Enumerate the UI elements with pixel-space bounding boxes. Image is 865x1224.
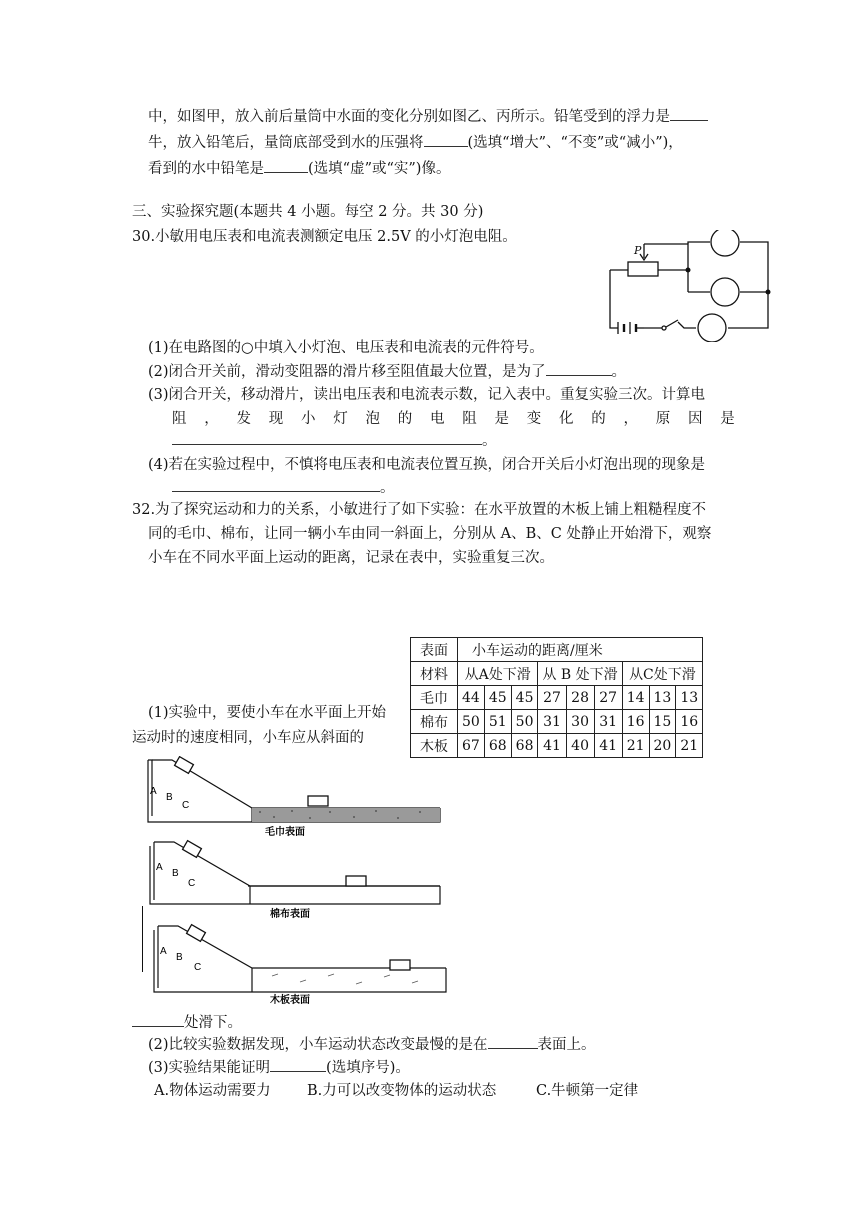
point-label: C xyxy=(182,800,190,811)
table-cell: 27 xyxy=(594,686,622,710)
table-cell: 40 xyxy=(566,734,594,758)
ramp-figure-cotton xyxy=(140,838,450,920)
table-cell: 21 xyxy=(622,734,649,758)
table-header: 材料 xyxy=(411,662,458,686)
q29-line-2: 牛，放入铅笔后，量筒底部受到水的压强将 (选填“增大”、“不变”或“减小”)， xyxy=(148,131,683,152)
q30-part-4-line-1: (4)若在实验过程中，不慎将电压表和电流表位置互换，闭合开关后小灯泡出现的现象是 xyxy=(148,457,706,473)
option-b: B.力可以改变物体的运动状态 xyxy=(307,1083,497,1099)
q29-line-1: 中，如图甲，放入前后量筒中水面的变化分别如图乙、丙所示。铅笔受到的浮力是 xyxy=(148,105,708,126)
row-label: 毛巾 xyxy=(411,686,458,710)
justified-char: ， xyxy=(204,411,219,427)
q32-part-3: (3)实验结果能证明 (选填序号)。 xyxy=(148,1056,410,1077)
justified-char: 化 xyxy=(559,411,574,427)
table-cell: 20 xyxy=(649,734,676,758)
cart-icon xyxy=(175,757,194,774)
circuit-diagram xyxy=(600,230,780,342)
q30-part-4-line-2: 。 xyxy=(172,476,395,497)
ramp-figure-towel xyxy=(140,756,450,838)
table-cell: 16 xyxy=(676,710,703,734)
justified-char: 灯 xyxy=(333,411,348,427)
justified-char: 阻 xyxy=(462,411,477,427)
justified-char: 的 xyxy=(591,411,606,427)
justified-char: 因 xyxy=(688,411,703,427)
answer-blank[interactable] xyxy=(132,1012,184,1027)
table-cell: 31 xyxy=(594,710,622,734)
circuit-label-p: P xyxy=(634,244,642,257)
point-label: B xyxy=(166,792,173,803)
table-cell: 50 xyxy=(511,710,538,734)
table-cell: 50 xyxy=(458,710,485,734)
row-label: 棉布 xyxy=(411,710,458,734)
figure-caption: 木板表面 xyxy=(270,995,310,1006)
justified-char: 的 xyxy=(397,411,413,427)
q32-part-2: (2)比较实验数据发现，小车运动状态改变最慢的是在 表面上。 xyxy=(148,1033,596,1054)
q32-stem-1: 32.为了探究运动和力的关系，小敏进行了如下实验：在水平放置的木板上铺上粗糙程度不 xyxy=(132,502,707,518)
q32-part-1-line-3: 处滑下。 xyxy=(132,1011,242,1032)
cart-icon xyxy=(346,876,366,886)
justified-char: 现 xyxy=(268,411,284,427)
answer-blank[interactable] xyxy=(670,106,708,121)
table-cell: 30 xyxy=(566,710,594,734)
option-a: A.物体运动需要力 xyxy=(154,1083,271,1099)
q30-part-1: (1)在电路图的○中填入小灯泡、电压表和电流表的元件符号。 xyxy=(148,340,544,356)
q30-part-3-line-3: 。 xyxy=(172,429,497,450)
justified-char: 变 xyxy=(526,411,542,427)
table-cell: 16 xyxy=(622,710,649,734)
point-label: C xyxy=(188,878,196,889)
table-cell: 28 xyxy=(566,686,594,710)
table-cell: 13 xyxy=(676,686,703,710)
table-header: 从C处下滑 xyxy=(622,662,702,686)
justified-char: 发 xyxy=(236,411,251,427)
table-cell: 51 xyxy=(484,710,511,734)
q30-part-2: (2)闭合开关前，滑动变阻器的滑片移至阻值最大位置，是为了 。 xyxy=(148,360,626,381)
cart-icon xyxy=(187,925,206,942)
point-label: A xyxy=(160,946,167,957)
answer-blank[interactable] xyxy=(264,158,308,173)
table-cell: 41 xyxy=(594,734,622,758)
q32-stem-3: 小车在不同水平面上运动的距离，记录在表中，实验重复三次。 xyxy=(148,550,554,566)
table-cell: 13 xyxy=(649,686,676,710)
justified-char: 原 xyxy=(655,411,671,427)
section-title: 三、实验探究题(本题共 4 小题。每空 2 分。共 30 分) xyxy=(132,204,484,220)
cart-icon xyxy=(308,796,328,806)
table-cell: 31 xyxy=(538,710,566,734)
justified-char: 小 xyxy=(301,411,316,427)
q29-line-3: 看到的水中铅笔是 (选填“虚”或“实”)像。 xyxy=(148,157,450,178)
row-label: 木板 xyxy=(411,734,458,758)
table-cell: 68 xyxy=(484,734,511,758)
q30-stem: 30.小敏用电压表和电流表测额定电压 2.5V 的小灯泡电阻。 xyxy=(132,229,517,245)
answer-blank[interactable] xyxy=(488,1034,538,1049)
distance-table xyxy=(410,637,703,758)
point-label: A xyxy=(150,786,157,797)
answer-blank[interactable] xyxy=(546,361,612,376)
point-label: C xyxy=(194,962,202,973)
justified-char: 阻 xyxy=(172,411,187,427)
justified-char: 泡 xyxy=(365,411,380,427)
point-label: B xyxy=(172,868,179,879)
table-header: 表面 xyxy=(411,638,458,662)
table-cell: 27 xyxy=(538,686,566,710)
answer-blank[interactable] xyxy=(172,430,482,445)
justified-text xyxy=(172,407,735,428)
table-cell: 41 xyxy=(538,734,566,758)
point-label: A xyxy=(156,862,163,873)
option-c: C.牛顿第一定律 xyxy=(536,1083,639,1099)
justified-char: 是 xyxy=(494,411,509,427)
table-cell: 44 xyxy=(458,686,485,710)
table-cell: 21 xyxy=(676,734,703,758)
margin-line xyxy=(142,906,143,972)
figure-caption: 棉布表面 xyxy=(270,909,310,920)
q32-part-1-line-2: 运动时的速度相同，小车应从斜面的 xyxy=(132,730,364,746)
figure-caption: 毛巾表面 xyxy=(265,827,305,838)
cart-icon xyxy=(183,841,202,858)
q30-part-3-line-1: (3)闭合开关，移动滑片，读出电压表和电流表示数，记入表中。重复实验三次。计算电 xyxy=(148,387,706,403)
justified-char: ， xyxy=(623,411,638,427)
point-label: B xyxy=(176,952,183,963)
q32-stem-2: 同的毛巾、棉布，让同一辆小车由同一斜面上，分别从 A、B、C 处静止开始滑下，观察 xyxy=(148,526,712,542)
q30-part-3-line-2 xyxy=(172,407,735,428)
table-cell: 67 xyxy=(458,734,485,758)
table-cell: 45 xyxy=(511,686,538,710)
table-cell: 14 xyxy=(622,686,649,710)
ramp-figure-wood xyxy=(148,922,458,1006)
table-header: 从 B 处下滑 xyxy=(538,662,622,686)
q32-part-1-line-1: (1)实验中，要使小车在水平面上开始 xyxy=(148,705,387,721)
table-cell: 15 xyxy=(649,710,676,734)
justified-char: 是 xyxy=(720,411,735,427)
table-row xyxy=(411,734,703,758)
answer-blank[interactable] xyxy=(270,1057,326,1072)
table-row xyxy=(411,686,703,710)
table-header: 从A处下滑 xyxy=(458,662,538,686)
table-cell: 68 xyxy=(511,734,538,758)
answer-blank[interactable] xyxy=(172,477,380,492)
answer-blank[interactable] xyxy=(424,132,468,147)
table-cell: 45 xyxy=(484,686,511,710)
cart-icon xyxy=(390,960,410,970)
justified-char: 电 xyxy=(430,411,445,427)
table-row xyxy=(411,710,703,734)
table-header: 小车运动的距离/厘米 xyxy=(458,638,703,662)
